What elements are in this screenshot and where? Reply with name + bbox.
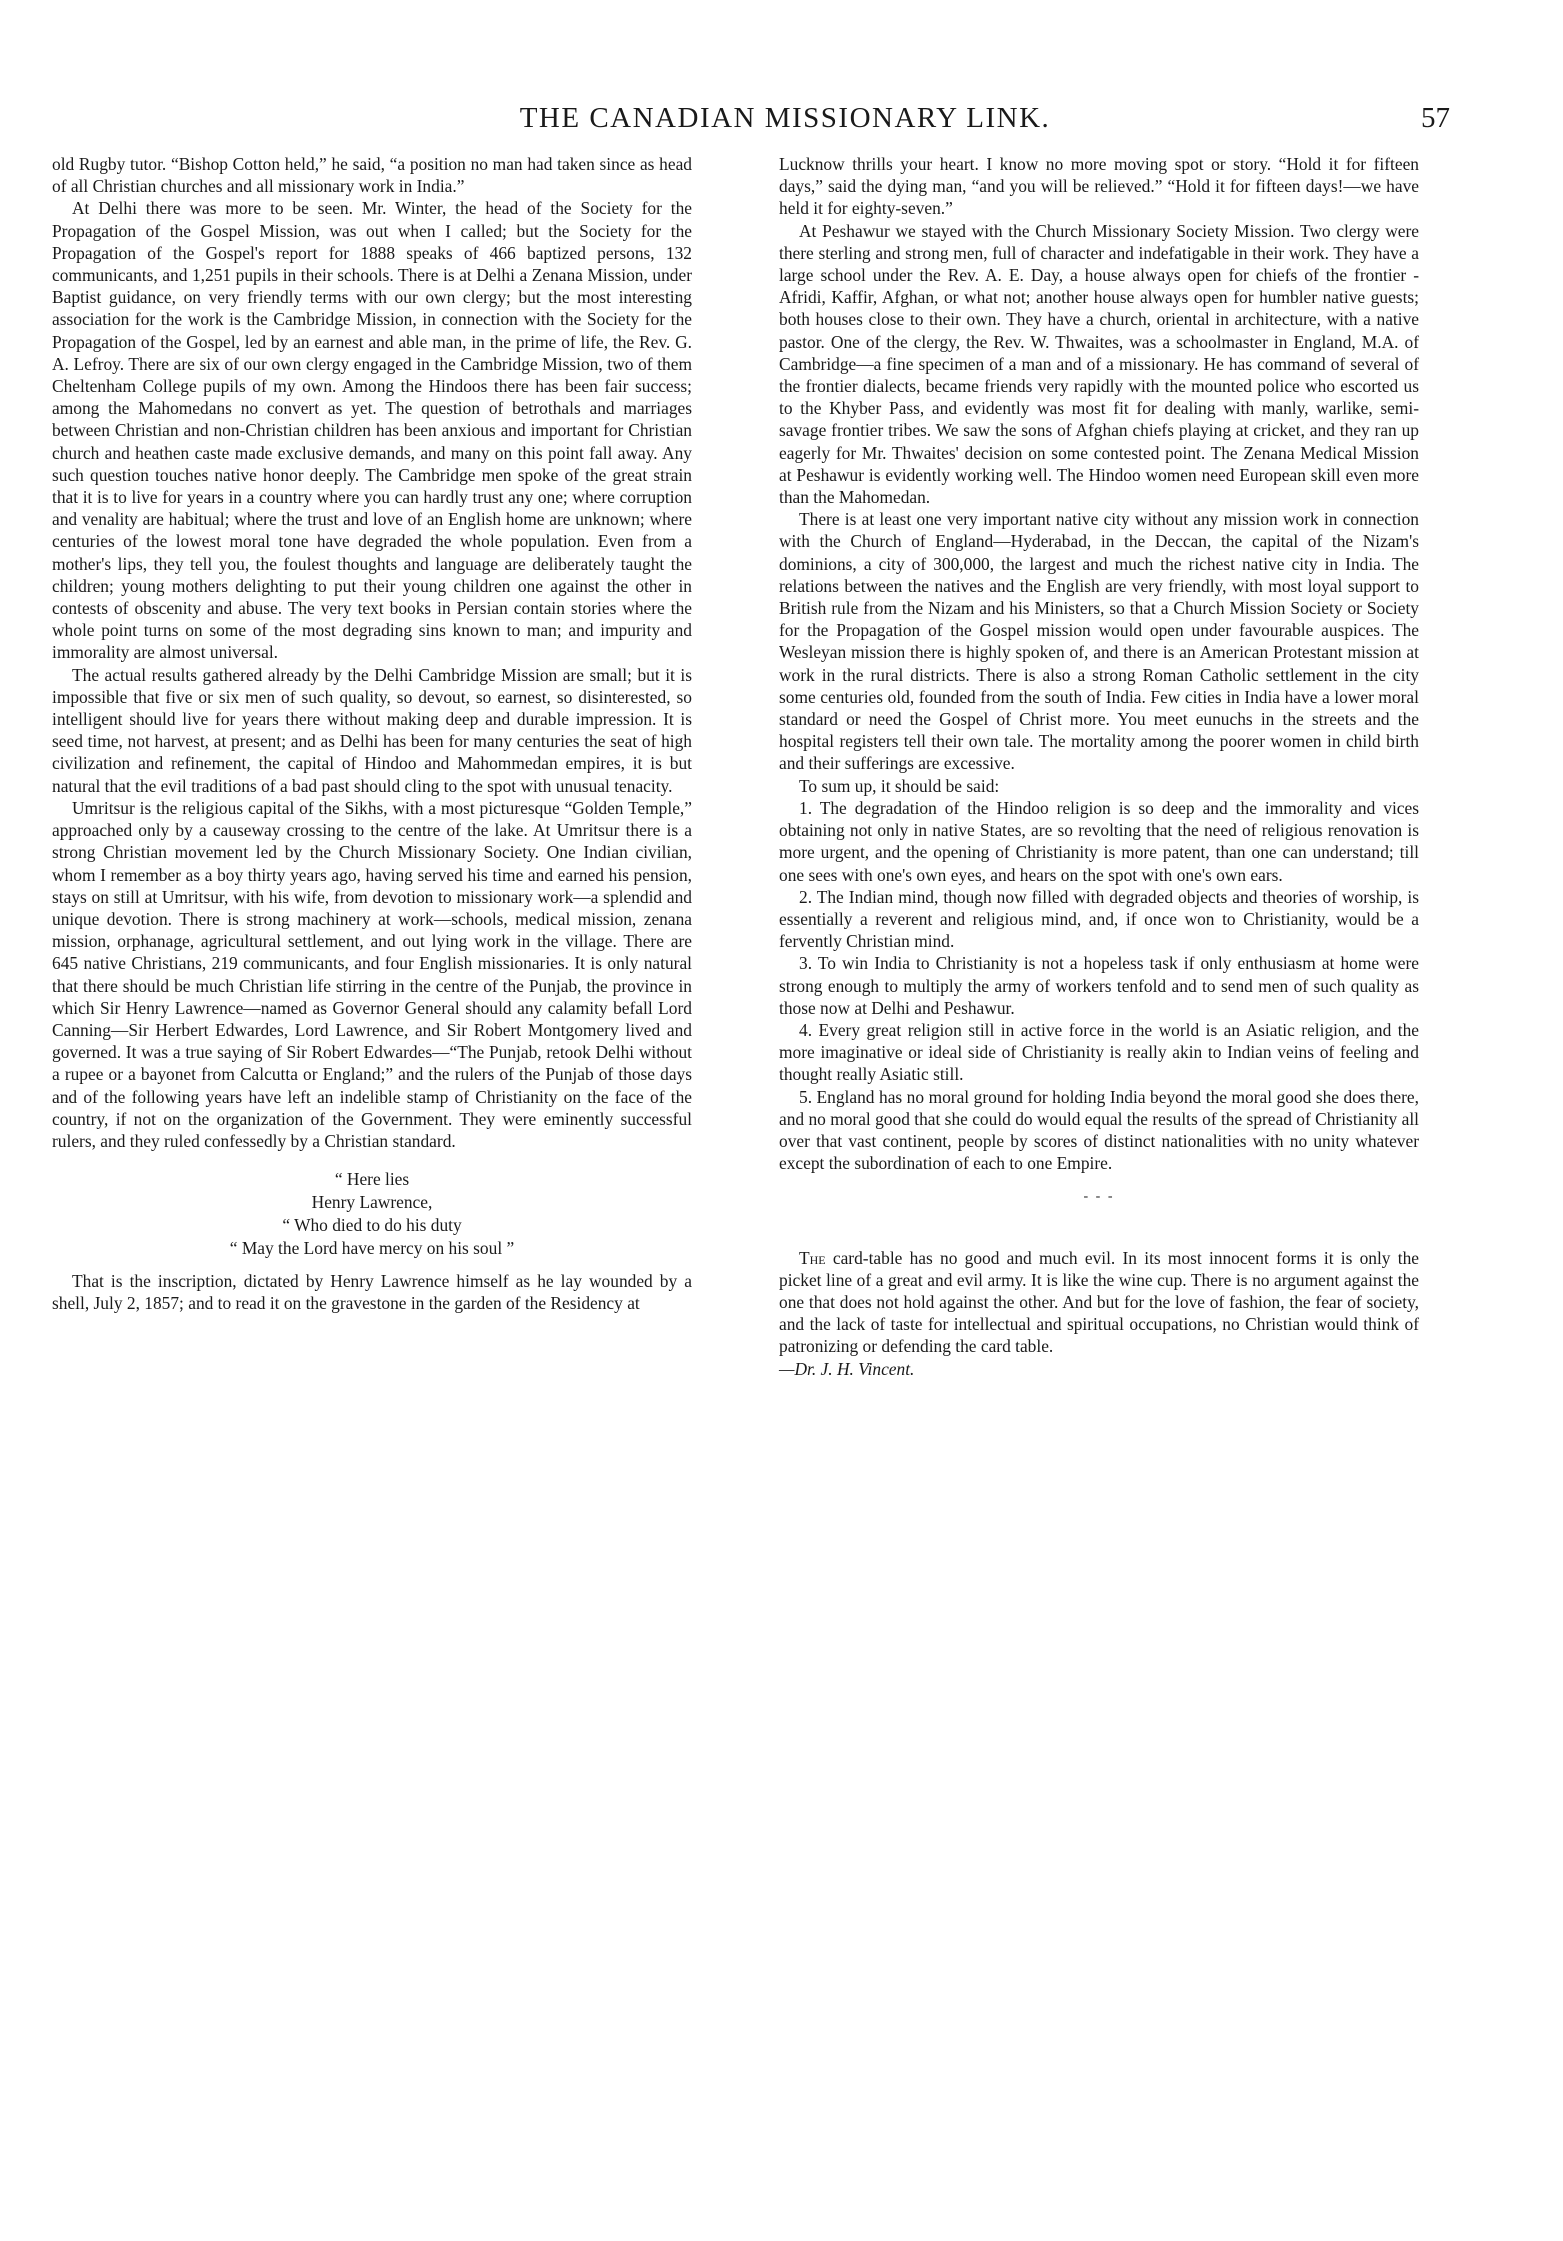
numbered-point: 3. To win India to Christianity is not a hopeless task if only enthusiasm at home were strong enough to multiply the army of workers tenfold and to send men of such quality as those now at Delhi and Peshawur. xyxy=(779,953,1419,1018)
paragraph: To sum up, it should be said: xyxy=(799,775,1000,796)
right-column xyxy=(779,153,1419,1380)
paragraph: Lucknow thrills your heart. I know no more moving spot or story. “Hold it for fifteen days,” said the dying man, “and you will be relieved.” “Hold it for fifteen days!—we have held it for eighty-seven.” xyxy=(779,154,1419,219)
paragraph: At Delhi there was more to be seen. Mr. Winter, the head of the Society for the Propagation of the Gospel Mission, was out when I called; but the Society for the Propagation of the Gospel's report for 1888 speaks of 466 baptized persons, 132 communicants, and 1,251 pupils in their schools. There is at Delhi a Zenana Mission, under Baptist guidance, on very friendly terms with our own clergy; but the most interesting association for the work is the Cambridge Mission, in connection with the Society for the Propagation of the Gospel, led by an earnest and able man, in the prime of life, the Rev. G. A. Lefroy. There are six of our own clergy engaged in the Cambridge Mission, two of them Cheltenham College pupils of my own. Among the Hindoos there has been fair success; among the Mahomedans no convert as yet. The question of betrothals and marriages between Christian and non-Christian children has been anxious and important for Christian church and heathen caste made exclusive demands, and many on this point fall away. Any such question touches native honor deeply. The Cambridge men spoke of the great strain that it is to live for years in a country where you can hardly trust any one; where corruption and venality are habitual; where the trust and love of an English home are unknown; where centuries of the lowest moral tone have degraded the whole population. Even from a mother's lips, they tell you, the foulest thoughts and language are deliberately taught the children; young mothers delighting to put their young children one against the other in contests of obscenity and abuse. The very text books in Persian contain stories where the whole point turns on some of the most degrading sins known to man; and impurity and immorality are almost universal. xyxy=(52,198,692,663)
numbered-point: 5. England has no moral ground for holding India beyond the moral good she does there, and no moral good that she could do would equal the results of the spread of Christianity all over that vast continent, people by scores of distinct nationalities with no unity whatever except the subordination of each to one Empire. xyxy=(779,1086,1419,1174)
lead-word: The xyxy=(799,1247,826,1268)
card-table-paragraph xyxy=(779,1247,1419,1358)
attribution: —Dr. J. H. Vincent. xyxy=(779,1358,915,1379)
epitaph-line: “ Who died to do his duty xyxy=(282,1215,462,1236)
epitaph-line: “ Here lies xyxy=(334,1169,410,1190)
left-column xyxy=(52,153,692,1315)
epitaph-line: “ May the Lord have mercy on his soul ” xyxy=(229,1238,515,1259)
card-table-text: card-table has no good and much evil. In its most innocent forms it is only the picket line of a great and evil army. It is like the wine cup. There is no argument against the one that does not hold against the other. And but for the love of fashion, the fear of society, and the lack of taste for intellectual and spiritual occupations, no Christian would think of patronizing or defending the card table. xyxy=(779,1247,1419,1357)
paragraph: That is the inscription, dictated by Henry Lawrence himself as he lay wounded by a shell, July 2, 1857; and to read it on the gravestone in the garden of the Residency at xyxy=(52,1271,692,1314)
paragraph: old Rugby tutor. “Bishop Cotton held,” he said, “a position no man had taken since as head of all Christian churches and all missionary work in India.” xyxy=(52,154,692,197)
epitaph-line: Henry Lawrence, xyxy=(311,1192,433,1213)
paragraph: The actual results gathered already by the Delhi Cambridge Mission are small; but it is impossible that five or six men of such quality, so devout, so earnest, so disinterested, so intelligent should live for years there without making deep and durable impression. It is seed time, not harvest, at present; and as Delhi has been for many centuries the seat of high civilization and refinement, the capital of Hindoo and Mahommedan empires, it is but natural that the evil traditions of a bad past should cling to the spot with unusual tenacity. xyxy=(52,664,692,796)
numbered-point: 1. The degradation of the Hindoo religion is so deep and the immorality and vices obtaining not only in native States, are so revolting that the need of religious renovation is more urgent, and the opening of Christianity is more patent, than one can understand; till one sees with one's own eyes, and hears on the spot with one's own ears. xyxy=(779,797,1419,885)
page-number: 57 xyxy=(1421,102,1450,134)
epitaph-inscription xyxy=(52,1168,692,1260)
paragraph: At Peshawur we stayed with the Church Missionary Society Mission. Two clergy were there sterling and strong men, full of character and indefatigable in their work. They have a large school under the Rev. A. E. Day, a house always open for chiefs of the frontier - Afridi, Kaffir, Afghan, or what not; another house always open for humbler native guests; both houses close to their own. They have a church, oriental in architecture, with a native pastor. One of the clergy, the Rev. W. Thwaites, was a schoolmaster in England, M.A. of Cambridge—a fine specimen of a man and of a missionary. He has command of several of the frontier dialects, became friends very rapidly with the mounted police who escorted us to the Khyber Pass, and evidently was most fit for dealing with manly, warlike, semi-savage frontier tribes. We saw the sons of Afghan chiefs playing at cricket, and they ran up eagerly for Mr. Thwaites' decision on some contested point. The Zenana Medical Mission at Peshawur is evidently working well. The Hindoo women need European skill even more than the Mahomedan. xyxy=(779,220,1419,508)
numbered-point: 4. Every great religion still in active force in the world is an Asiatic religion, and the more imaginative or ideal side of Christianity is really akin to Indian veins of feeling and thought really Asiatic still. xyxy=(779,1019,1419,1085)
page-header xyxy=(120,96,1450,146)
paragraph: Umritsur is the religious capital of the Sikhs, with a most picturesque “Golden Temple,” approached only by a causeway crossing to the centre of the lake. At Umritsur there is a strong Christian movement led by the Church Missionary Society. One Indian civilian, whom I remember as a boy thirty years ago, having served his time and earned his pension, stays on still at Umritsur, with his wife, from devotion to missionary work—a splendid and unique devotion. There is strong machinery at work—schools, medical mission, zenana mission, orphanage, agricultural settlement, and out lying work in the village. There are 645 native Christians, 219 communicants, and four English missionaries. It is only natural that there should be much Christian life stirring in the centre of the Punjab, the province in which Sir Henry Lawrence—named as Governor General should any calamity befall Lord Canning—Sir Herbert Edwardes, Lord Lawrence, and Sir Robert Montgomery lived and governed. It was a true saying of Sir Robert Edwardes—“The Punjab, retook Delhi without a rupee or a bayonet from Calcutta or England;” and the rulers of the Punjab of those days and of the following years have left an indelible stamp of Christianity on the face of the country, if not on the organization of the Government. They were eminently successful rulers, and they ruled confessedly by a Christian standard. xyxy=(52,797,692,1151)
paragraph: There is at least one very important native city without any mission work in connection with the Church of England—Hyderabad, in the Deccan, the capital of the Nizam's dominions, a city of 300,000, the largest and much the richest native city in India. The relations between the natives and the English are very friendly, with most loyal support to British rule from the Nizam and his Ministers, so that a Church Mission Society or Society for the Propagation of the Gospel mission would open under favourable auspices. The Wesleyan mission there is highly spoken of, and there is an American Protestant mission at work in the rural districts. There is also a strong Roman Catholic settlement in the city some centuries old, founded from the south of India. Few cities in India have a lower moral standard or need the Gospel of Christ more. You meet eunuchs in the streets and the hospital registers tell their own tale. The mortality among the poorer women in child birth and their sufferings are excessive. xyxy=(779,509,1419,774)
running-title: THE CANADIAN MISSIONARY LINK. xyxy=(519,102,1051,134)
section-separator: - - - xyxy=(1083,1189,1115,1205)
numbered-point: 2. The Indian mind, though now filled with degraded objects and theories of worship, is essentially a reverent and religious mind, and, if once won to Christianity, would be a fervently Christian mind. xyxy=(779,886,1419,952)
